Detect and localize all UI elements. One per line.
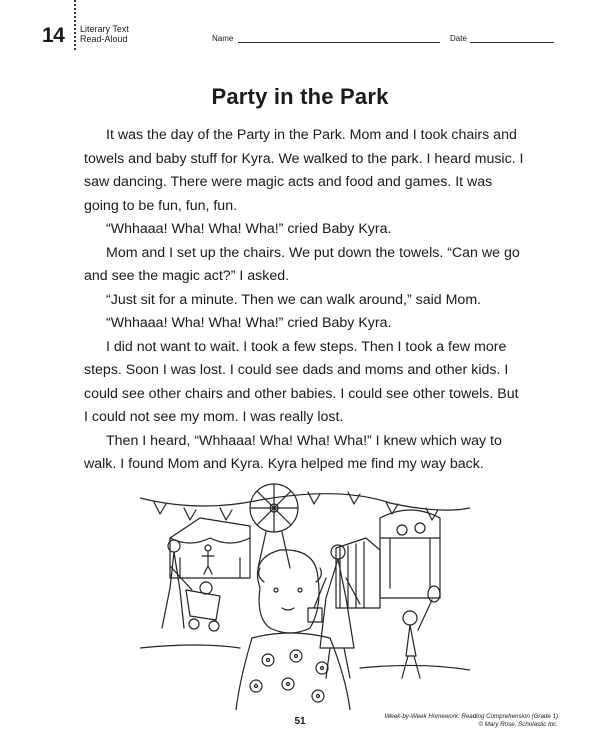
paragraph: “Whhaaa! Wha! Wha! Wha!” cried Baby Kyra. — [106, 315, 392, 331]
category-line-2: Read-Aloud — [80, 34, 128, 44]
paragraph: Then I heard, “Whhaaa! Wha! Wha! Wha!” I knew which way to walk. I found Mom and Kyra. Kyra helped me find my way back. — [84, 432, 502, 472]
footer-page-number: 51 — [294, 716, 306, 727]
park-party-illustration — [140, 478, 470, 710]
story-title: Party in the Park — [211, 84, 389, 109]
paragraph: “Whhaaa! Wha! Wha! Wha!” cried Baby Kyra. — [106, 221, 392, 237]
dotted-divider — [74, 0, 76, 50]
story-body — [84, 124, 524, 477]
credit-line-2: © Mary Rose, Scholastic Inc. — [478, 720, 558, 728]
credit-line — [385, 713, 558, 728]
page-number: 14 — [42, 24, 65, 47]
name-label: Name — [212, 34, 234, 43]
credit-line-1: Week-by-Week Homework: Reading Comprehension (Grade 1) — [384, 713, 558, 720]
paragraph: Mom and I set up the chairs. We put down the towels. “Can we go and see the magic act?” I asked. — [84, 244, 520, 284]
paragraph: I did not want to wait. I took a few steps. Then I took a few more steps. Soon I was lost. I could see dads and moms and other kids. I could see other chairs and other babies. I could see other towels. But I could not see my mom. I was really lost. — [84, 338, 519, 425]
date-label: Date — [450, 34, 467, 43]
date-field-line[interactable] — [470, 42, 554, 43]
name-field-line[interactable] — [238, 42, 440, 43]
category-label — [80, 24, 129, 44]
category-line-1: Literary Text — [80, 24, 129, 34]
paragraph: “Just sit for a minute. Then we can walk around,” said Mom. — [106, 291, 482, 308]
paragraph: It was the day of the Party in the Park. Mom and I took chairs and towels and baby stuff for Kyra. We walked to the park. I heard music. I saw dancing. There were magic acts and food and games. It was going to be fun, fun, fun. — [84, 127, 524, 214]
